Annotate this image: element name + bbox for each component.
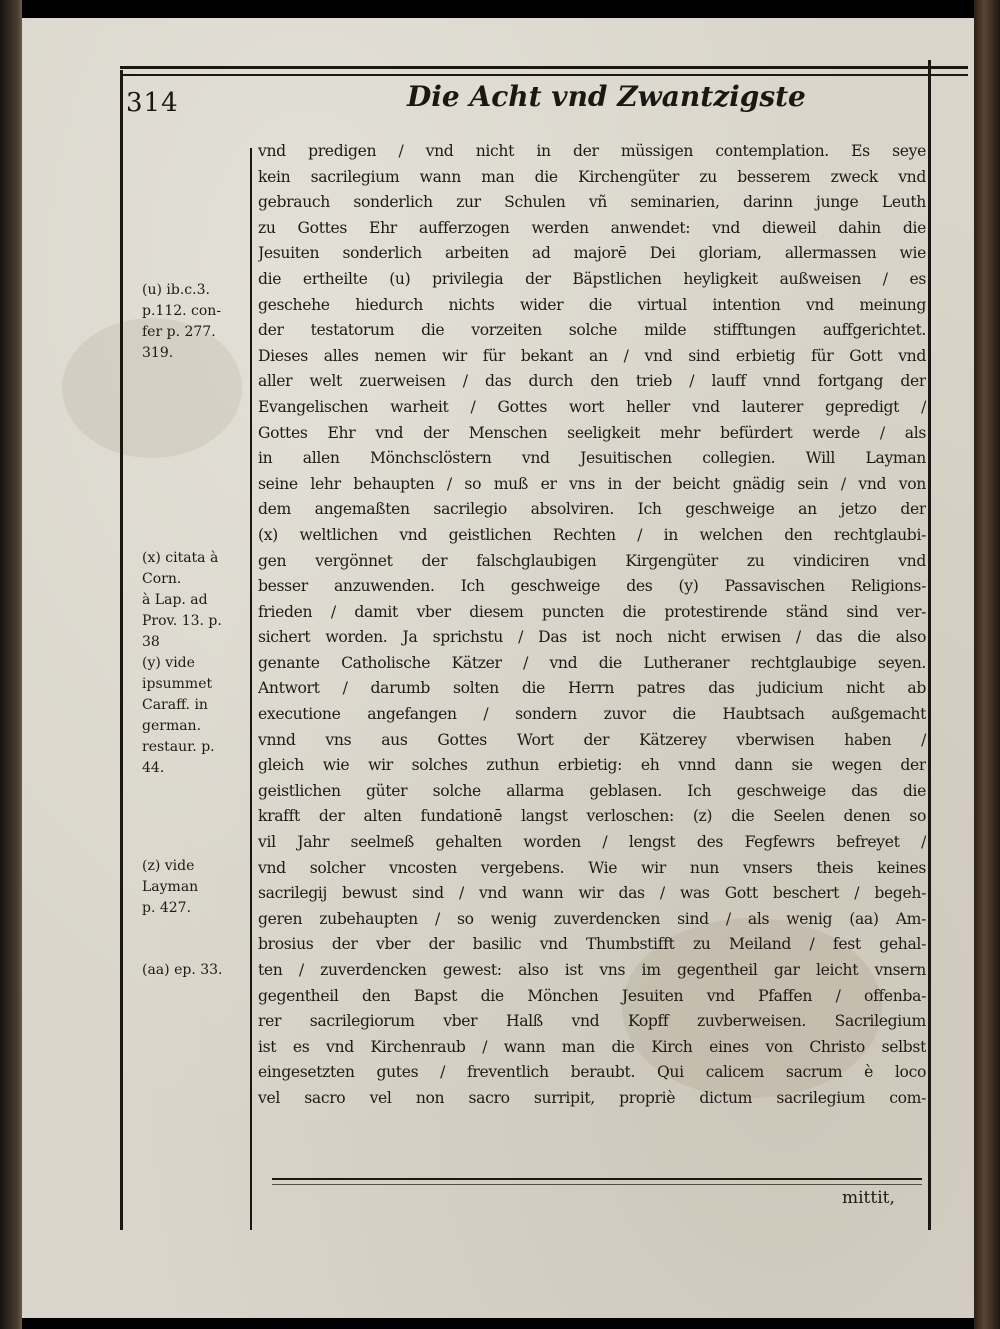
margin-note-line: german. — [142, 718, 202, 734]
text-line: vnnd vns aus Gottes Wort der Kätzerey vberwisen haben / — [258, 730, 926, 749]
text-line: executione angefangen / sondern zuvor die Haubtsach außgemacht — [258, 705, 926, 724]
text-line: sacrilegij bewust sind / vnd wann wir das / was Gott beschert / begeh- — [258, 884, 926, 903]
text-line: (x) weltlichen vnd geistlichen Rechten / in welchen den rechtglaubi- — [258, 525, 926, 544]
margin-note-aa — [142, 960, 252, 981]
book-page — [22, 18, 974, 1318]
text-line: gen vergönnet der falschglaubigen Kirgengüter zu vindiciren vnd — [258, 551, 926, 570]
text-line: Evangelischen warheit / Gottes wort heller vnd lauterer gepredigt / — [258, 397, 926, 416]
text-line: frieden / damit vber diesem puncten die protestirende ständ sind ver- — [258, 602, 926, 621]
text-line: der testatorum die vorzeiten solche milde stifftungen auffgerichtet. — [258, 321, 926, 340]
margin-note-z — [142, 856, 252, 919]
text-line: brosius der vber der basilic vnd Thumbstifft zu Meiland / fest gehal- — [258, 935, 926, 954]
book-edge-left — [0, 0, 22, 1329]
text-line: zu Gottes Ehr aufferzogen werden anwendet: vnd dieweil dahin die — [258, 218, 926, 237]
margin-note-line: p. 427. — [142, 900, 192, 916]
header-rule-top-inner — [120, 74, 968, 76]
text-line: gegentheil den Bapst die Mönchen Jesuiten vnd Pfaffen / offenba- — [258, 986, 926, 1005]
margin-note-line: (y) vide — [142, 655, 195, 671]
book-edge-right — [974, 0, 1000, 1329]
header-rule-top — [120, 66, 968, 69]
text-line: genante Catholische Kätzer / vnd die Lutheraner rechtglaubige seyen. — [258, 653, 926, 672]
footer-rule-inner — [272, 1184, 922, 1185]
text-line: geschehe hiedurch nichts wider die virtual intention vnd meinung — [258, 295, 926, 314]
margin-note-line: Layman — [142, 879, 199, 895]
margin-note-u — [142, 280, 252, 364]
margin-note-line: restaur. p. — [142, 739, 215, 755]
margin-note-line: ipsummet — [142, 676, 213, 692]
text-line: seine lehr behaupten / so muß er vns in der beicht gnädig sein / vnd von — [258, 474, 926, 493]
text-line: kein sacrilegium wann man die Kirchengüter zu besserem zweck vnd — [258, 167, 926, 186]
text-line: rer sacrilegiorum vber Halß vnd Kopff zuvberweisen. Sacrilegium — [258, 1012, 926, 1031]
text-line: eingesetzten gutes / freventlich beraubt. Qui calicem sacrum è loco — [258, 1063, 926, 1082]
text-line: ten / zuverdencken gewest: also ist vns im gegentheil gar leicht vnsern — [258, 961, 926, 979]
text-line: Jesuiten sonderlich arbeiten ad majorē Dei gloriam, allermassen wie — [258, 244, 926, 263]
margin-note-line: (u) ib.c.3. — [142, 282, 210, 298]
text-line: vel sacro vel non sacro surripit, propriè dictum sacrilegium com- — [258, 1088, 926, 1107]
margin-note-line: 319. — [142, 345, 174, 361]
margin-note-line: Prov. 13. p. — [142, 613, 222, 629]
text-line: vil Jahr seelmeß gehalten worden / lengst des Fegfewrs befreyet / — [258, 833, 926, 852]
running-head: Die Acht vnd Zwantzigste — [407, 80, 806, 113]
margin-note-line: Caraff. in — [142, 697, 208, 713]
text-line: vnd predigen / vnd nicht in der müssigen contemplation. Es seye — [258, 142, 926, 160]
margin-note-line: fer p. 277. — [142, 324, 216, 340]
text-line: aller welt zuerweisen / das durch den trieb / lauff vnnd fortgang der — [258, 372, 926, 391]
margin-note-line: Corn. — [142, 571, 182, 587]
page-number: 314 — [126, 88, 179, 118]
text-line: Dieses alles nemen wir für bekant an / vnd sind erbietig für Gott vnd — [258, 346, 926, 365]
text-line: krafft der alten fundationē langst verloschen: (z) die Seelen denen so — [258, 807, 926, 826]
margin-note-line: (x) citata à — [142, 550, 219, 566]
catchword: mittit, — [842, 1188, 895, 1208]
text-line: gebrauch sonderlich zur Schulen vñ seminarien, darinn junge Leuth — [258, 193, 926, 212]
footer-rule — [272, 1178, 922, 1180]
margin-note-line: (aa) ep. 33. — [142, 962, 223, 978]
text-line: die ertheilte (u) privilegia der Bäpstlichen heyligkeit außweisen / es — [258, 269, 926, 288]
margin-note-line: 44. — [142, 760, 165, 776]
text-line: besser anzuwenden. Ich geschweige des (y) Passavischen Religions- — [258, 577, 926, 596]
text-line: geistlichen güter solche allarma geblasen. Ich geschweige das die — [258, 781, 926, 800]
margin-note-line: à Lap. ad — [142, 592, 208, 608]
text-line: sichert worden. Ja sprichstu / Das ist noch nicht erwisen / das die also — [258, 628, 926, 647]
body-text — [258, 139, 926, 1112]
text-line: in allen Mönchsclöstern vnd Jesuitischen collegien. Will Layman — [258, 449, 926, 468]
text-line: dem angemaßten sacrilegio absolviren. Ich geschweige an jetzo der — [258, 500, 926, 519]
margin-note-x-y — [142, 548, 252, 779]
margin-note-line: p.112. con- — [142, 303, 222, 319]
margin-note-line: 38 — [142, 634, 160, 650]
text-line: geren zubehaupten / so wenig zuverdencken sind / als wenig (aa) Am- — [258, 909, 926, 928]
frame-rule-right — [928, 60, 931, 1230]
frame-rule-left — [120, 70, 123, 1230]
text-line: Antwort / darumb solten die Herrn patres das judicium nicht ab — [258, 679, 926, 698]
margin-note-line: (z) vide — [142, 858, 195, 874]
text-line: gleich wie wir solches zuthun erbietig: eh vnnd dann sie wegen der — [258, 756, 926, 775]
text-line: vnd solcher vncosten vergebens. Wie wir nun vnsers theis keines — [258, 858, 926, 877]
text-line: Gottes Ehr vnd der Menschen seeligkeit mehr befürdert werde / als — [258, 423, 926, 442]
text-line: ist es vnd Kirchenraub / wann man die Kirch eines von Christo selbst — [258, 1037, 926, 1056]
